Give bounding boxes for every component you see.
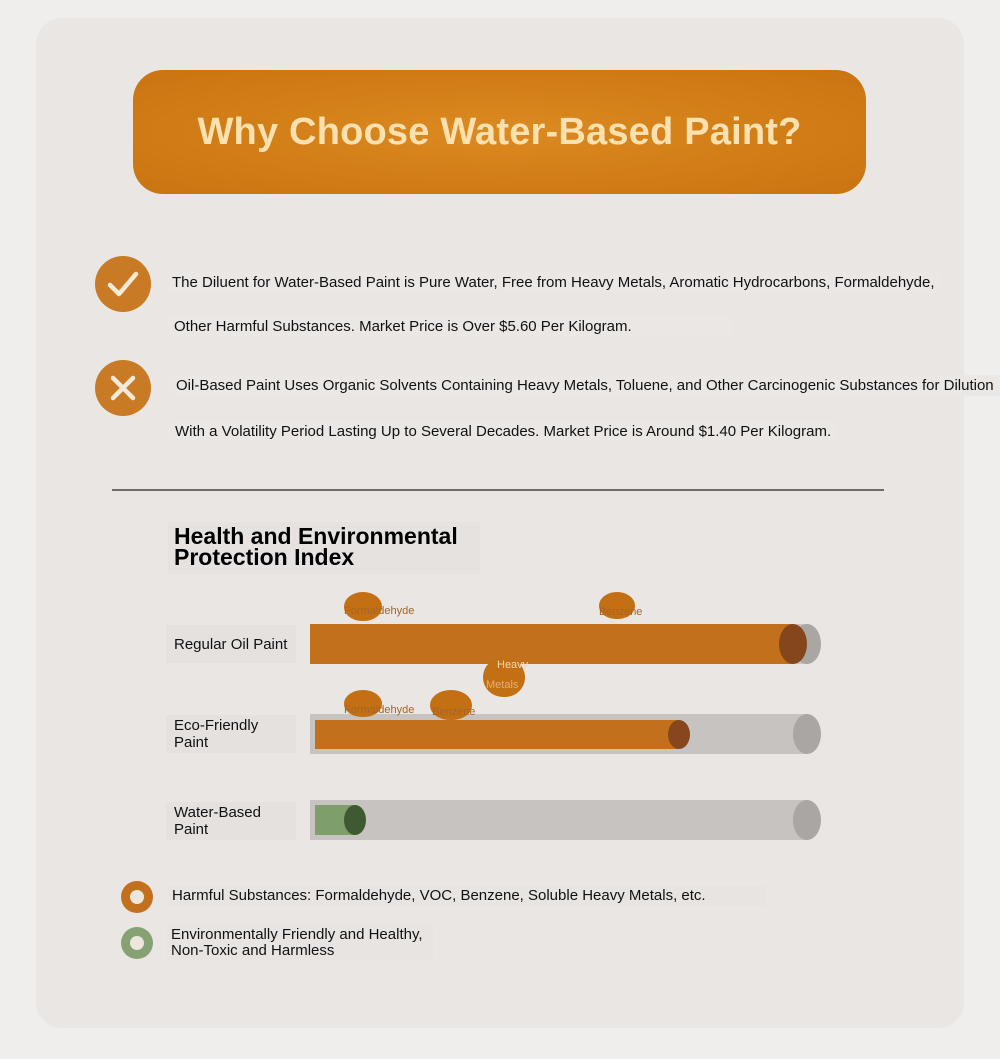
row-label-regular-oil-paint: Regular Oil Paint — [166, 625, 296, 663]
legend-friendly-line-2: Non-Toxic and Harmless — [171, 942, 335, 959]
water-based-line-2: Other Harmful Substances. Market Price is Over $5.60 Per Kilogram. — [168, 316, 732, 337]
title-banner — [133, 70, 866, 194]
bar-track-eco-friendly-paint — [310, 714, 808, 754]
bar-fill-cap — [779, 624, 807, 664]
section-divider — [112, 489, 884, 491]
index-title-line-2: Protection Index — [174, 544, 355, 570]
legend-friendly-dot — [121, 927, 153, 959]
index-title-line-1: Health and Environmental — [174, 523, 458, 549]
legend-friendly-line-1: Environmentally Friendly and Healthy, — [171, 926, 423, 943]
check-icon — [95, 256, 151, 312]
cross-icon — [95, 360, 151, 416]
row-label-water-based-paint: Water-Based Paint — [166, 802, 296, 840]
bar-track-end — [793, 800, 821, 840]
bar-fill-regular-oil-paint — [310, 624, 793, 664]
bar-track-end — [793, 714, 821, 754]
tag-benzene: Benzene — [599, 606, 643, 618]
bar-fill-cap — [668, 720, 690, 749]
bar-track-regular-oil-paint — [310, 624, 808, 664]
water-based-line-1: The Diluent for Water-Based Paint is Pure Water, Free from Heavy Metals, Aromatic Hydrocarbons, Formaldehyde, — [166, 272, 941, 293]
tag-heavy: Heavy — [497, 659, 529, 671]
oil-based-line-1: Oil-Based Paint Uses Organic Solvents Containing Heavy Metals, Toluene, and Other Carcinogenic Substances for Dilution — [170, 375, 1000, 396]
legend-friendly-text — [167, 925, 433, 961]
bar-fill-eco-friendly-paint — [315, 720, 679, 749]
row-label-eco-friendly-paint: Eco-Friendly Paint — [166, 715, 296, 753]
bar-track-water-based-paint — [310, 800, 808, 840]
index-title — [168, 522, 480, 574]
tag-formaldehyde: Formaldehyde — [344, 704, 415, 716]
bar-fill-cap — [344, 805, 366, 835]
legend-harmful-dot — [121, 881, 153, 913]
oil-based-line-2: With a Volatility Period Lasting Up to Several Decades. Market Price is Around $1.40 Per Kilogram. — [169, 421, 837, 442]
tag-metals: Metals — [486, 679, 519, 691]
tag-benzene: Benzene — [432, 706, 476, 718]
tag-formaldehyde: Formaldehyde — [344, 605, 415, 617]
legend-harmful-text: Harmful Substances: Formaldehyde, VOC, Benzene, Soluble Heavy Metals, etc. — [168, 886, 766, 906]
page-title: Why Choose Water-Based Paint? — [197, 110, 802, 153]
